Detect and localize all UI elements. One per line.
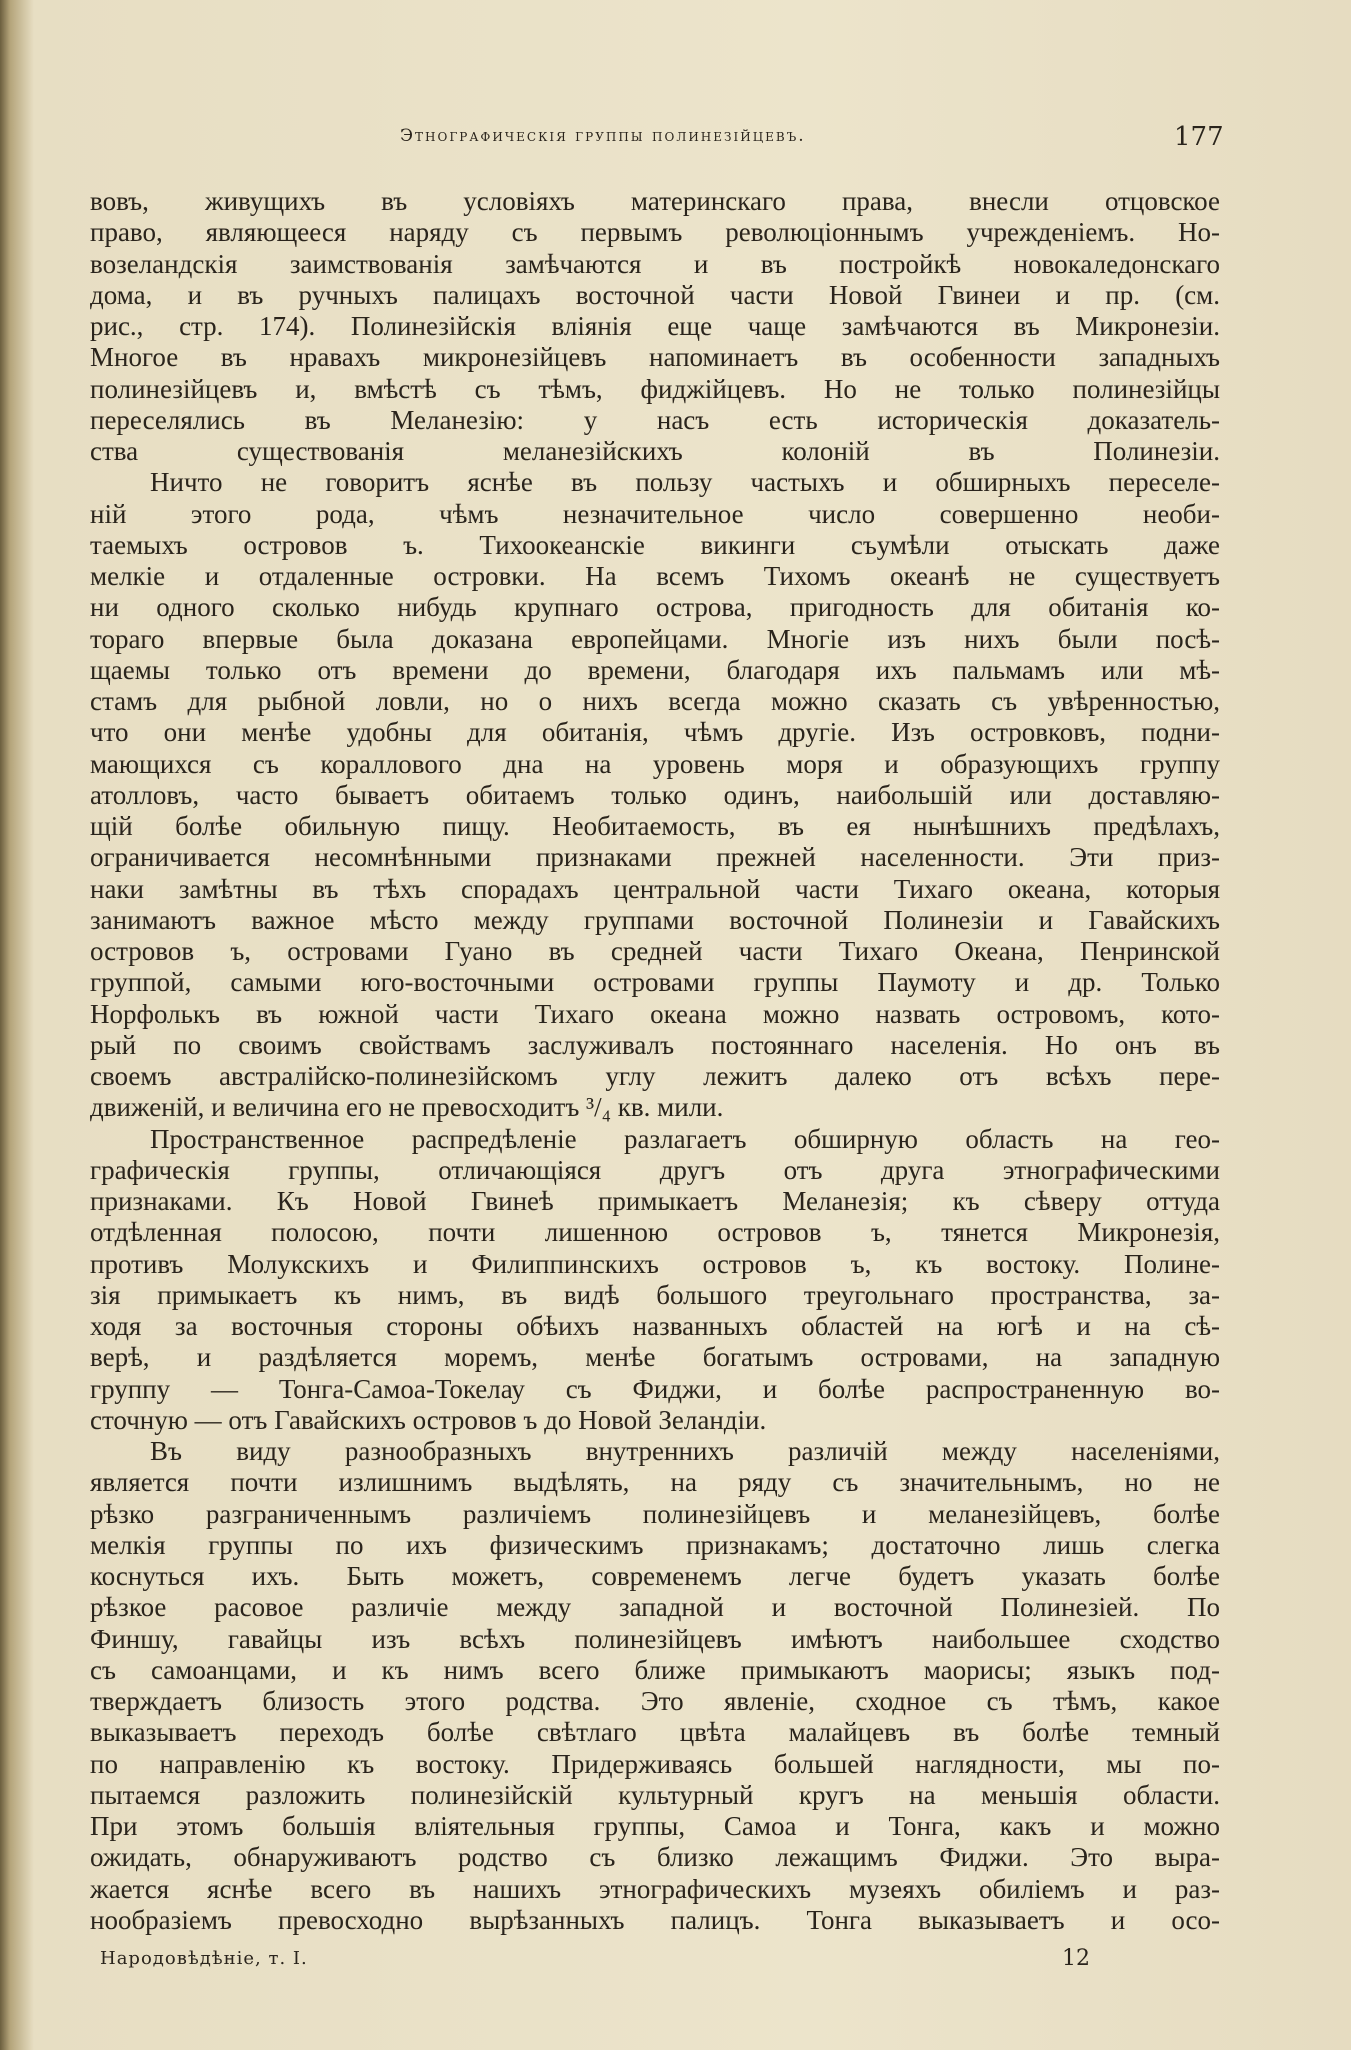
- text-line: дома, и въ ручныхъ палицахъ восточной части Новой Гвинеи и пр. (см.: [90, 279, 1220, 310]
- text-line: движеній, и величина его не превосходитъ ³/₄ кв. мили.: [90, 1092, 724, 1123]
- page-number: 177: [1174, 122, 1224, 152]
- text-line: по направленію къ востоку. Придерживаясь большей наглядности, мы по-: [90, 1748, 1220, 1779]
- text-line: коснуться ихъ. Быть можетъ, современемъ легче будетъ указать болѣе: [90, 1561, 1220, 1591]
- text-line: рѣзкое расовое различіе между западной и восточной Полинезіей. По: [90, 1592, 1220, 1623]
- signature-number: 12: [1062, 1946, 1090, 1971]
- text-line: Пространственное распредѣленіе разлагаетъ обширную область на гео-: [150, 1123, 1220, 1154]
- text-line: своемъ австралійско-полинезійскомъ углу лежитъ далеко отъ всѣхъ пере-: [90, 1061, 1220, 1091]
- text-line: мелкія группы по ихъ физическимъ признакамъ; достаточно лишь слегка: [90, 1529, 1220, 1560]
- text-line: полинезійцевъ и, вмѣстѣ съ тѣмъ, фиджійцевъ. Но не только полинезійцы: [90, 373, 1220, 404]
- text-line: ства существованія меланезійскихъ колоній въ Полинезіи.: [90, 436, 1220, 466]
- text-line: ходя за восточныя стороны обѣихъ названныхъ областей на югѣ и на сѣ-: [90, 1311, 1220, 1341]
- text-line: рѣзко разграниченнымъ различіемъ полинезійцевъ и меланезійцевъ, болѣе: [90, 1498, 1220, 1529]
- text-line: пытаемся разложить полинезійскій культурный кругъ на меньшія области.: [90, 1779, 1220, 1810]
- text-line: верѣ, и раздѣляется моремъ, менѣе богатымъ островами, на западную: [90, 1342, 1220, 1373]
- text-line: возеландскія заимствованія замѣчаются и въ постройкѣ новокаледонскаго: [90, 248, 1220, 279]
- text-line: стамъ для рыбной ловли, но о нихъ всегда можно сказать съ увѣренностью,: [90, 686, 1220, 716]
- text-line: съ самоанцами, и къ нимъ всего ближе примыкаютъ маорисы; языкъ под-: [90, 1654, 1220, 1685]
- text-line: тверждаетъ близость этого родства. Это явленіе, сходное съ тѣмъ, какое: [90, 1686, 1220, 1716]
- text-line: мающихся съ кораллового дна на уровень моря и образующихъ группу: [90, 748, 1220, 779]
- text-line: ожидать, обнаруживаютъ родство съ близко лежащимъ Фиджи. Это выра-: [90, 1842, 1220, 1873]
- text-line: таемыхъ островов ъ. Тихоокеанскіе викинги съумѣли отыскать даже: [90, 529, 1220, 560]
- text-line: ни одного сколько нибудь крупнаго острова, пригодность для обитанія ко-: [90, 592, 1220, 623]
- text-line: щій болѣе обильную пищу. Необитаемость, въ ея нынѣшнихъ предѣлахъ,: [90, 811, 1220, 841]
- text-line: Многое въ нравахъ микронезійцевъ напоминаетъ въ особенности западныхъ: [90, 342, 1220, 373]
- body-text: [90, 186, 1220, 1936]
- text-line: щаемы только отъ времени до времени, благодаря ихъ пальмамъ или мѣ-: [90, 654, 1220, 685]
- text-line: Норфолькъ въ южной части Тихаго океана можно назвать островомъ, кото-: [90, 998, 1220, 1029]
- text-line: право, являющееся наряду съ первымъ революціоннымъ учрежденіемъ. Но-: [90, 217, 1220, 248]
- signature-mark: Народовѣдѣніе, т. I.: [100, 1948, 308, 1969]
- text-line: Финшу, гавайцы изъ всѣхъ полинезійцевъ имѣютъ наибольшее сходство: [90, 1623, 1220, 1654]
- text-line: мелкіе и отдаленные островки. На всемъ Тихомъ океанѣ не существуетъ: [90, 561, 1220, 591]
- text-line: зія примыкаетъ къ нимъ, въ видѣ большого треугольнаго пространства, за-: [90, 1279, 1220, 1310]
- text-line: группой, самыми юго-восточными островами группы Паумоту и др. Только: [90, 967, 1220, 998]
- text-line: Ничто не говоритъ яснѣе въ пользу частыхъ и обширныхъ переселе-: [150, 467, 1220, 498]
- text-line: что они менѣе удобны для обитанія, чѣмъ другіе. Изъ островковъ, подни-: [90, 717, 1220, 748]
- text-line: переселялись въ Меланезію: у насъ есть историческія доказатель-: [90, 404, 1220, 435]
- text-line: При этомъ большія вліятельныя группы, Самоа и Тонга, какъ и можно: [90, 1811, 1220, 1841]
- text-line: группу — Тонга-Самоа-Токелау съ Фиджи, и болѣе распространенную во-: [90, 1373, 1220, 1404]
- text-line: жается яснѣе всего въ нашихъ этнографическихъ музеяхъ обиліемъ и раз-: [90, 1873, 1220, 1904]
- text-line: занимаютъ важное мѣсто между группами восточной Полинезіи и Гавайскихъ: [90, 904, 1220, 935]
- text-line: выказываетъ переходъ болѣе свѣтлаго цвѣта малайцевъ въ болѣе темный: [90, 1717, 1220, 1748]
- text-line: является почти излишнимъ выдѣлять, на ряду съ значительнымъ, но не: [90, 1467, 1220, 1498]
- text-line: тораго впервые была доказана европейцами. Многіе изъ нихъ были посѣ-: [90, 623, 1220, 654]
- text-line: наки замѣтны въ тѣхъ спорадахъ центральной части Тихаго океана, которыя: [90, 873, 1220, 904]
- text-line: рис., стр. 174). Полинезійскія вліянія еще чаще замѣчаются въ Микронезіи.: [90, 311, 1220, 341]
- text-line: островов ъ, островами Гуано въ средней части Тихаго Океана, Пенринской: [90, 936, 1220, 966]
- text-line: признаками. Къ Новой Гвинеѣ примыкаетъ Меланезія; къ сѣверу оттуда: [90, 1186, 1220, 1216]
- text-line: графическія группы, отличающіяся другъ отъ друга этнографическими: [90, 1154, 1220, 1185]
- text-line: Въ виду разнообразныхъ внутреннихъ различій между населеніями,: [150, 1436, 1220, 1466]
- text-line: атолловъ, часто бываетъ обитаемъ только одинъ, наибольшій или доставляю-: [90, 779, 1220, 810]
- text-line: отдѣленная полосою, почти лишенною островов ъ, тянется Микронезія,: [90, 1217, 1220, 1248]
- running-head: Этнографическія группы полинезійцевъ.: [400, 126, 806, 146]
- text-line: нообразіемъ превосходно вырѣзанныхъ палицъ. Тонга выказываетъ и осо-: [90, 1904, 1220, 1935]
- text-line: противъ Молукскихъ и Филиппинскихъ островов ъ, къ востоку. Полине-: [90, 1248, 1220, 1279]
- text-line: ограничивается несомнѣнными признаками прежней населенности. Эти приз-: [90, 842, 1220, 873]
- text-line: рый по своимъ свойствамъ заслуживалъ постояннаго населенія. Но онъ въ: [90, 1029, 1220, 1060]
- text-line: сточную — отъ Гавайскихъ островов ъ до Новой Зеландіи.: [90, 1404, 767, 1435]
- text-line: ній этого рода, чѣмъ незначительное число совершенно необи-: [90, 498, 1220, 529]
- text-line: вовъ, живущихъ въ условіяхъ материнскаго права, внесли отцовское: [90, 186, 1220, 216]
